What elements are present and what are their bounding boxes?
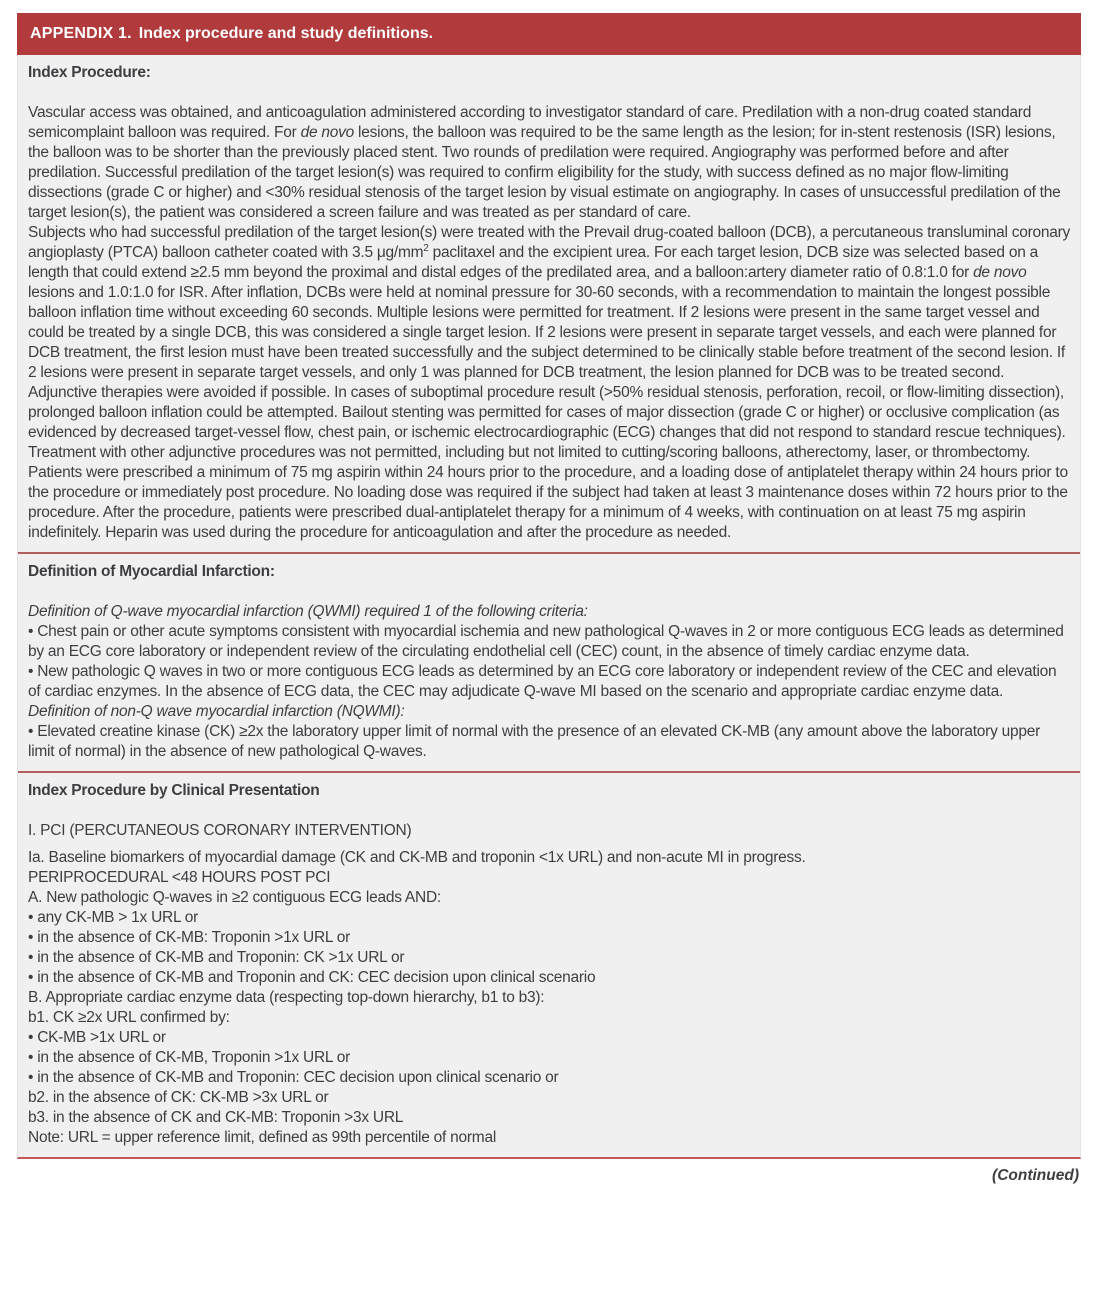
paragraph-dcb-treatment: Subjects who had successful predilation of the target lesion(s) were treated with the Prevail drug-coated balloon (DCB), a percutaneous transluminal coronary angioplasty (PTCA) balloon catheter coated with 3.5 $\mu g/mm^2$ paclitaxel and the excipient urea. For each target lesion, DCB size was selected based on a length that could extend ≥2.5 mm beyond the proximal and distal edges of the predilated area, and a balloon:artery diameter ratio of 0.8:1.0 for de novo lesions and 1.0:1.0 for ISR. After inflation, DCBs were held at nominal pressure for 30-60 seconds, with a recommendation to maintain the longest possible balloon inflation time without exceeding 60 seconds. Multiple lesions were permitted for treatment. If 2 lesions were present in the same target vessel and could be treated by a single DCB, this was considered a single target lesion. If 2 lesions were present in separate target vessels, and each were planned for DCB treatment, the first lesion must have been treated successfully and the subject determined to be clinically stable before treatment of the second lesion. If 2 lesions were present in separate target vessels, and only 1 was planned for DCB treatment, the lesion planned for DCB was to be treated second. (28, 224, 1071, 381)
appendix-header (17, 13, 1081, 55)
line-qwmi-criterion-1: • Chest pain or other acute symptoms consistent with myocardial ischemia and new pathological Q-waves in 2 or more contiguous ECG leads as determined by an ECG core laboratory or independent review of the circulating endothelial cell (CEC) count, in the absence of timely cardiac enzyme data. (28, 623, 1064, 660)
continued-note: (Continued) (992, 1167, 1079, 1184)
section-heading-clinical-presentation: Index Procedure by Clinical Presentation (28, 782, 320, 799)
line-a-bullet-4: • in the absence of CK-MB and Troponin and CK: CEC decision upon clinical scenario (28, 969, 596, 986)
line-b1-bullet-3: • in the absence of CK-MB and Troponin: CEC decision upon clinical scenario or (28, 1069, 559, 1086)
section-heading-index-procedure: Index Procedure: (28, 64, 151, 81)
line-qwmi-criterion-2: • New pathologic Q waves in two or more contiguous ECG leads as determined by an ECG core laboratory or independent review of the CEC and elevation of cardiac enzymes. In the absence of ECG data, the CEC may adjudicate Q-wave MI based on the scenario and appropriate cardiac enzyme data. (28, 663, 1057, 700)
line-nqwmi-definition: Definition of non-Q wave myocardial infarction (NQWMI): (28, 703, 405, 720)
appendix-label: APPENDIX 1. (30, 25, 132, 42)
line-qwmi-definition: Definition of Q-wave myocardial infarction (QWMI) required 1 of the following criteria: (28, 603, 588, 620)
line-b1-bullet-1: • CK-MB >1x URL or (28, 1029, 166, 1046)
line-a-bullet-2: • in the absence of CK-MB: Troponin >1x URL or (28, 929, 351, 946)
line-a-bullet-1: • any CK-MB > 1x URL or (28, 909, 199, 926)
line-url-note: Note: URL = upper reference limit, defined as 99th percentile of normal (28, 1129, 497, 1146)
line-a-bullet-3: • in the absence of CK-MB and Troponin: CK >1x URL or (28, 949, 405, 966)
appendix-title: Index procedure and study definitions. (138, 25, 434, 42)
line-b1: b1. CK ≥2x URL confirmed by: (28, 1009, 230, 1026)
appendix-1 (17, 13, 1081, 1185)
line-b3: b3. in the absence of CK and CK-MB: Troponin >3x URL (28, 1109, 404, 1126)
line-ia-baseline: Ia. Baseline biomarkers of myocardial damage (CK and CK-MB and troponin <1x URL) and non-acute MI in progress. (28, 849, 806, 866)
line-criterion-a: A. New pathologic Q-waves in ≥2 contiguous ECG leads AND: (28, 889, 441, 906)
section-heading-definition-mi: Definition of Myocardial Infarction: (28, 563, 275, 580)
section-index-procedure (18, 55, 1080, 552)
line-periprocedural: PERIPROCEDURAL <48 HOURS POST PCI (28, 869, 331, 886)
line-b2: b2. in the absence of CK: CK-MB >3x URL or (28, 1089, 329, 1106)
appendix-body (17, 55, 1081, 1159)
line-b1-bullet-2: • in the absence of CK-MB, Troponin >1x URL or (28, 1049, 351, 1066)
line-criterion-b: B. Appropriate cardiac enzyme data (respecting top-down hierarchy, b1 to b3): (28, 989, 545, 1006)
line-pci-title: I. PCI (PERCUTANEOUS CORONARY INTERVENTION) (28, 822, 412, 839)
paragraph-adjunctive-therapies: Adjunctive therapies were avoided if possible. In cases of suboptimal procedure result (>50% residual stenosis, perforation, recoil, or flow-limiting dissection), prolonged balloon inflation could be attempted. Bailout stenting was permitted for cases of major dissection (grade C or higher) or occlusive complication (as evidenced by decreased target-vessel flow, chest pain, or ischemic electrocardiographic (ECG) changes that did not respond to standard rescue techniques). Treatment with other adjunctive procedures was not permitted, including but not limited to cutting/scoring balloons, atherectomy, laser, or thrombectomy. (28, 384, 1066, 461)
paragraph-vascular-access: Vascular access was obtained, and anticoagulation administered according to investigator standard of care. Predilation with a non-drug coated standard semicomplaint balloon was required. For de novo lesions, the balloon was required to be the same length as the lesion; for in-stent restenosis (ISR) lesions, the balloon was to be shorter than the previously placed stent. Two rounds of predilation were required. Angiography was performed before and after predilation. Successful predilation of the target lesion(s) was required to confirm eligibility for the study, with success defined as no major flow-limiting dissections (grade C or higher) and <30% residual stenosis of the target lesion by visual estimate on angiography. In cases of unsuccessful predilation of the target lesion(s), the patient was considered a screen failure and was treated as per standard of care. (28, 104, 1061, 221)
paragraph-antiplatelet-therapy: Patients were prescribed a minimum of 75 mg aspirin within 24 hours prior to the procedure, and a loading dose of antiplatelet therapy within 24 hours prior to the procedure or immediately post procedure. No loading dose was required if the subject had taken at least 3 maintenance doses within 72 hours prior to the procedure. After the procedure, patients were prescribed dual-antiplatelet therapy for a minimum of 4 weeks, with continuation on at least 75 mg aspirin indefinitely. Heparin was used during the procedure for anticoagulation and after the procedure as needed. (28, 464, 1068, 541)
section-definition-mi (18, 552, 1080, 771)
section-clinical-presentation (18, 771, 1080, 1157)
line-nqwmi-criterion: • Elevated creatine kinase (CK) ≥2x the laboratory upper limit of normal with the presence of an elevated CK-MB (any amount above the laboratory upper limit of normal) in the absence of new pathological Q-waves. (28, 723, 1041, 760)
